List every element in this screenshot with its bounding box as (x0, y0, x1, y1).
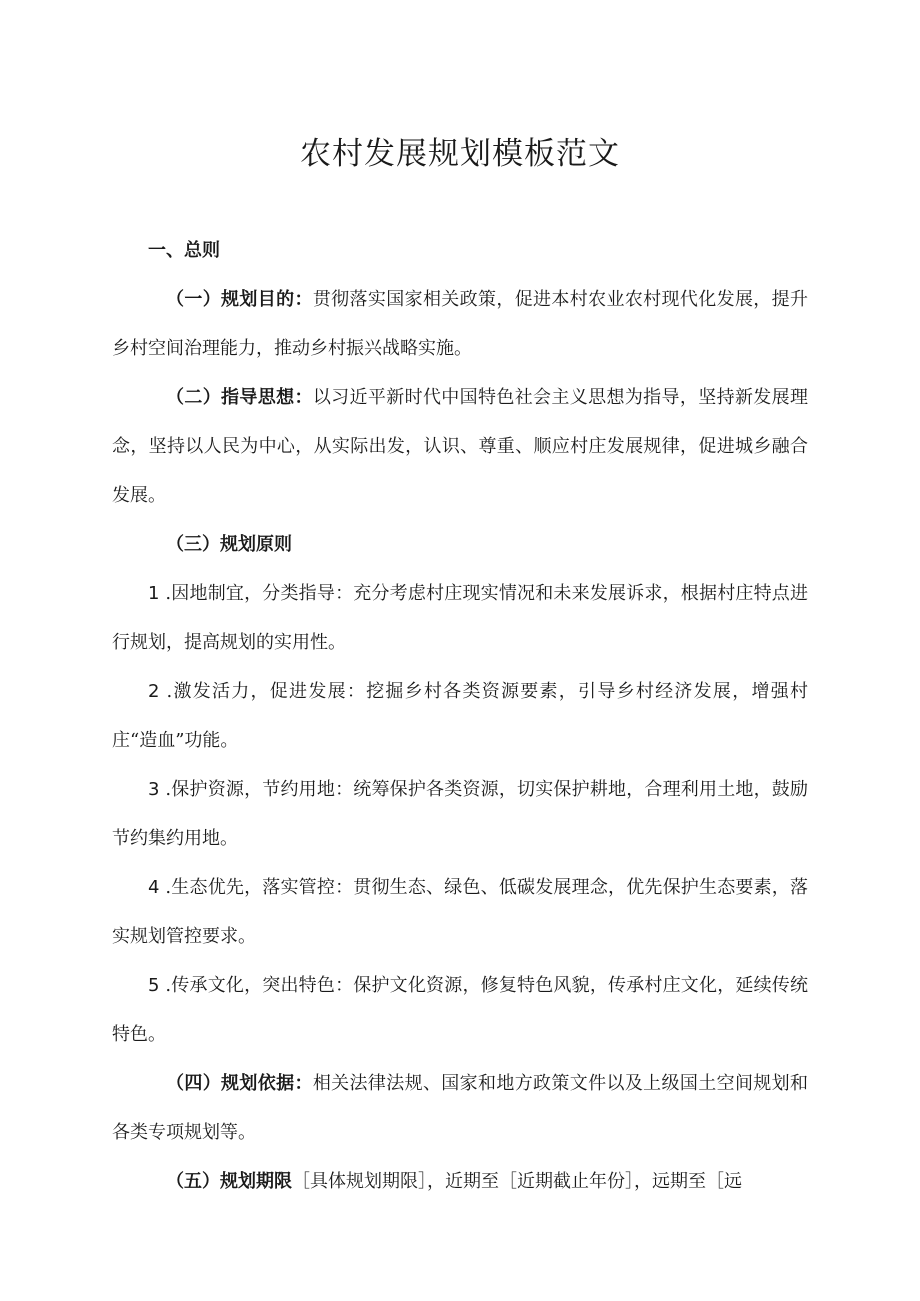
paragraph-period (112, 1157, 808, 1206)
label-basis: （四）规划依据： (166, 1073, 313, 1094)
document-title: 农村发展规划模板范文 (300, 136, 620, 172)
document-body (112, 226, 808, 1206)
text-guidance: 以习近平新时代中国特色社会主义思想为指导，坚持新发展理念，坚持以人民为中心，从实际出发，认识、尊重、顺应村庄发展规律，促进城乡融合发展。 (112, 387, 809, 506)
principle-item-1 (112, 569, 808, 667)
subheading-principles (112, 520, 808, 569)
principle-number: 5 (148, 975, 160, 996)
principle-text: .保护资源，节约用地：统筹保护各类资源，切实保护耕地，合理利用土地，鼓励节约集约用地。 (112, 779, 808, 849)
paragraph-purpose (112, 275, 808, 373)
principle-number: 1 (148, 583, 160, 604)
principle-number: 2 (148, 681, 160, 702)
paragraph-basis (112, 1059, 808, 1157)
text-purpose: 贯彻落实国家相关政策，促进本村农业农村现代化发展，提升乡村空间治理能力，推动乡村振兴战略实施。 (112, 289, 809, 359)
text-basis: 相关法律法规、国家和地方政策文件以及上级国土空间规划和各类专项规划等。 (112, 1073, 809, 1143)
section-heading-general: 一、总则 (148, 240, 220, 261)
principle-text: .传承文化，突出特色：保护文化资源，修复特色风貌，传承村庄文化，延续传统特色。 (112, 975, 808, 1045)
principle-number: 3 (148, 779, 160, 800)
label-principles: （三）规划原则 (166, 534, 292, 555)
principle-text: .生态优先，落实管控：贯彻生态、绿色、低碳发展理念，优先保护生态要素，落实规划管控要求。 (112, 877, 808, 947)
principle-item-4 (112, 863, 808, 961)
text-period: ［具体规划期限］，近期至［近期截止年份］，远期至［远 (292, 1171, 742, 1192)
paragraph-guidance (112, 373, 808, 520)
principle-item-5 (112, 961, 808, 1059)
principle-item-3 (112, 765, 808, 863)
label-purpose: （一）规划目的： (166, 289, 313, 310)
label-period: （五）规划期限 (166, 1171, 292, 1192)
label-guidance: （二）指导思想： (166, 387, 313, 408)
principle-text: .因地制宜，分类指导：充分考虑村庄现实情况和未来发展诉求，根据村庄特点进行规划，提高规划的实用性。 (112, 583, 808, 653)
principle-item-2 (112, 667, 808, 765)
principle-number: 4 (148, 877, 160, 898)
principle-text: .激发活力，促进发展：挖掘乡村各类资源要素，引导乡村经济发展，增强村庄“造血”功能。 (112, 681, 808, 751)
